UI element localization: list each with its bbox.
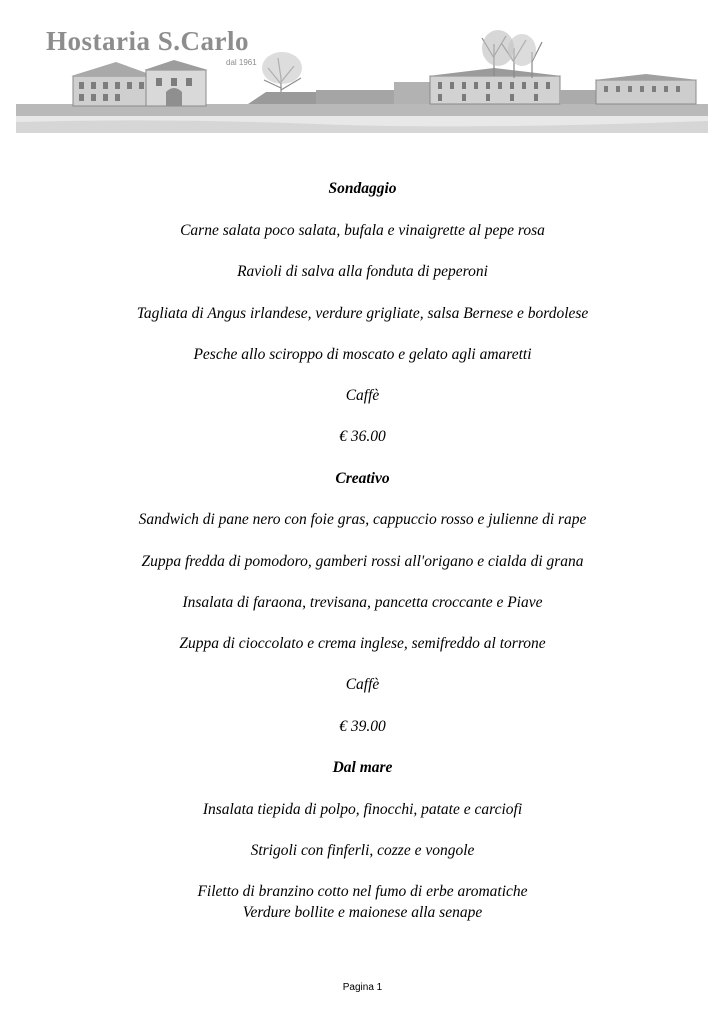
menu-price: € 39.00 xyxy=(339,718,386,735)
menu-dish: Caffè xyxy=(345,387,380,404)
menu-dish: Filetto di branzino cotto nel fumo di erbe aromatiche xyxy=(197,883,528,900)
menu-dish: Tagliata di Angus irlandese, verdure grigliate, salsa Bernese e bordolese xyxy=(136,305,589,322)
section-title: Sondaggio xyxy=(328,180,397,197)
menu-dish: Insalata tiepida di polpo, finocchi, patate e carciofi xyxy=(202,801,523,818)
menu-dish: Zuppa fredda di pomodoro, gamberi rossi all'origano e cialda di grana xyxy=(141,553,584,570)
page-number: Pagina 1 xyxy=(342,982,383,993)
menu-dish: Insalata di faraona, trevisana, pancetta croccante e Piave xyxy=(182,594,543,611)
menu-dish: Carne salata poco salata, bufala e vinaigrette al pepe rosa xyxy=(180,222,545,239)
logo-name: Hostaria S.Carlo xyxy=(46,26,249,56)
section-title: Creativo xyxy=(335,470,390,487)
menu-dish: Zuppa di cioccolato e crema inglese, semifreddo al torrone xyxy=(179,635,546,652)
village-illustration xyxy=(16,18,708,133)
menu-dish: Pesche allo sciroppo di moscato e gelato agli amaretti xyxy=(193,346,532,363)
menu-dish: Verdure bollite e maionese alla senape xyxy=(242,904,483,921)
menu-price: € 36.00 xyxy=(339,428,386,445)
menu-dish: Strigoli con finferli, cozze e vongole xyxy=(250,842,475,859)
menu-dish: Caffè xyxy=(345,676,380,693)
section-title: Dal mare xyxy=(332,759,393,776)
header-banner xyxy=(16,18,708,133)
menu-dish: Sandwich di pane nero con foie gras, cappuccio rosso e julienne di rape xyxy=(138,511,587,528)
logo-since: dal 1961 xyxy=(226,58,257,67)
menu-dish: Ravioli di salva alla fonduta di peperoni xyxy=(237,263,488,280)
